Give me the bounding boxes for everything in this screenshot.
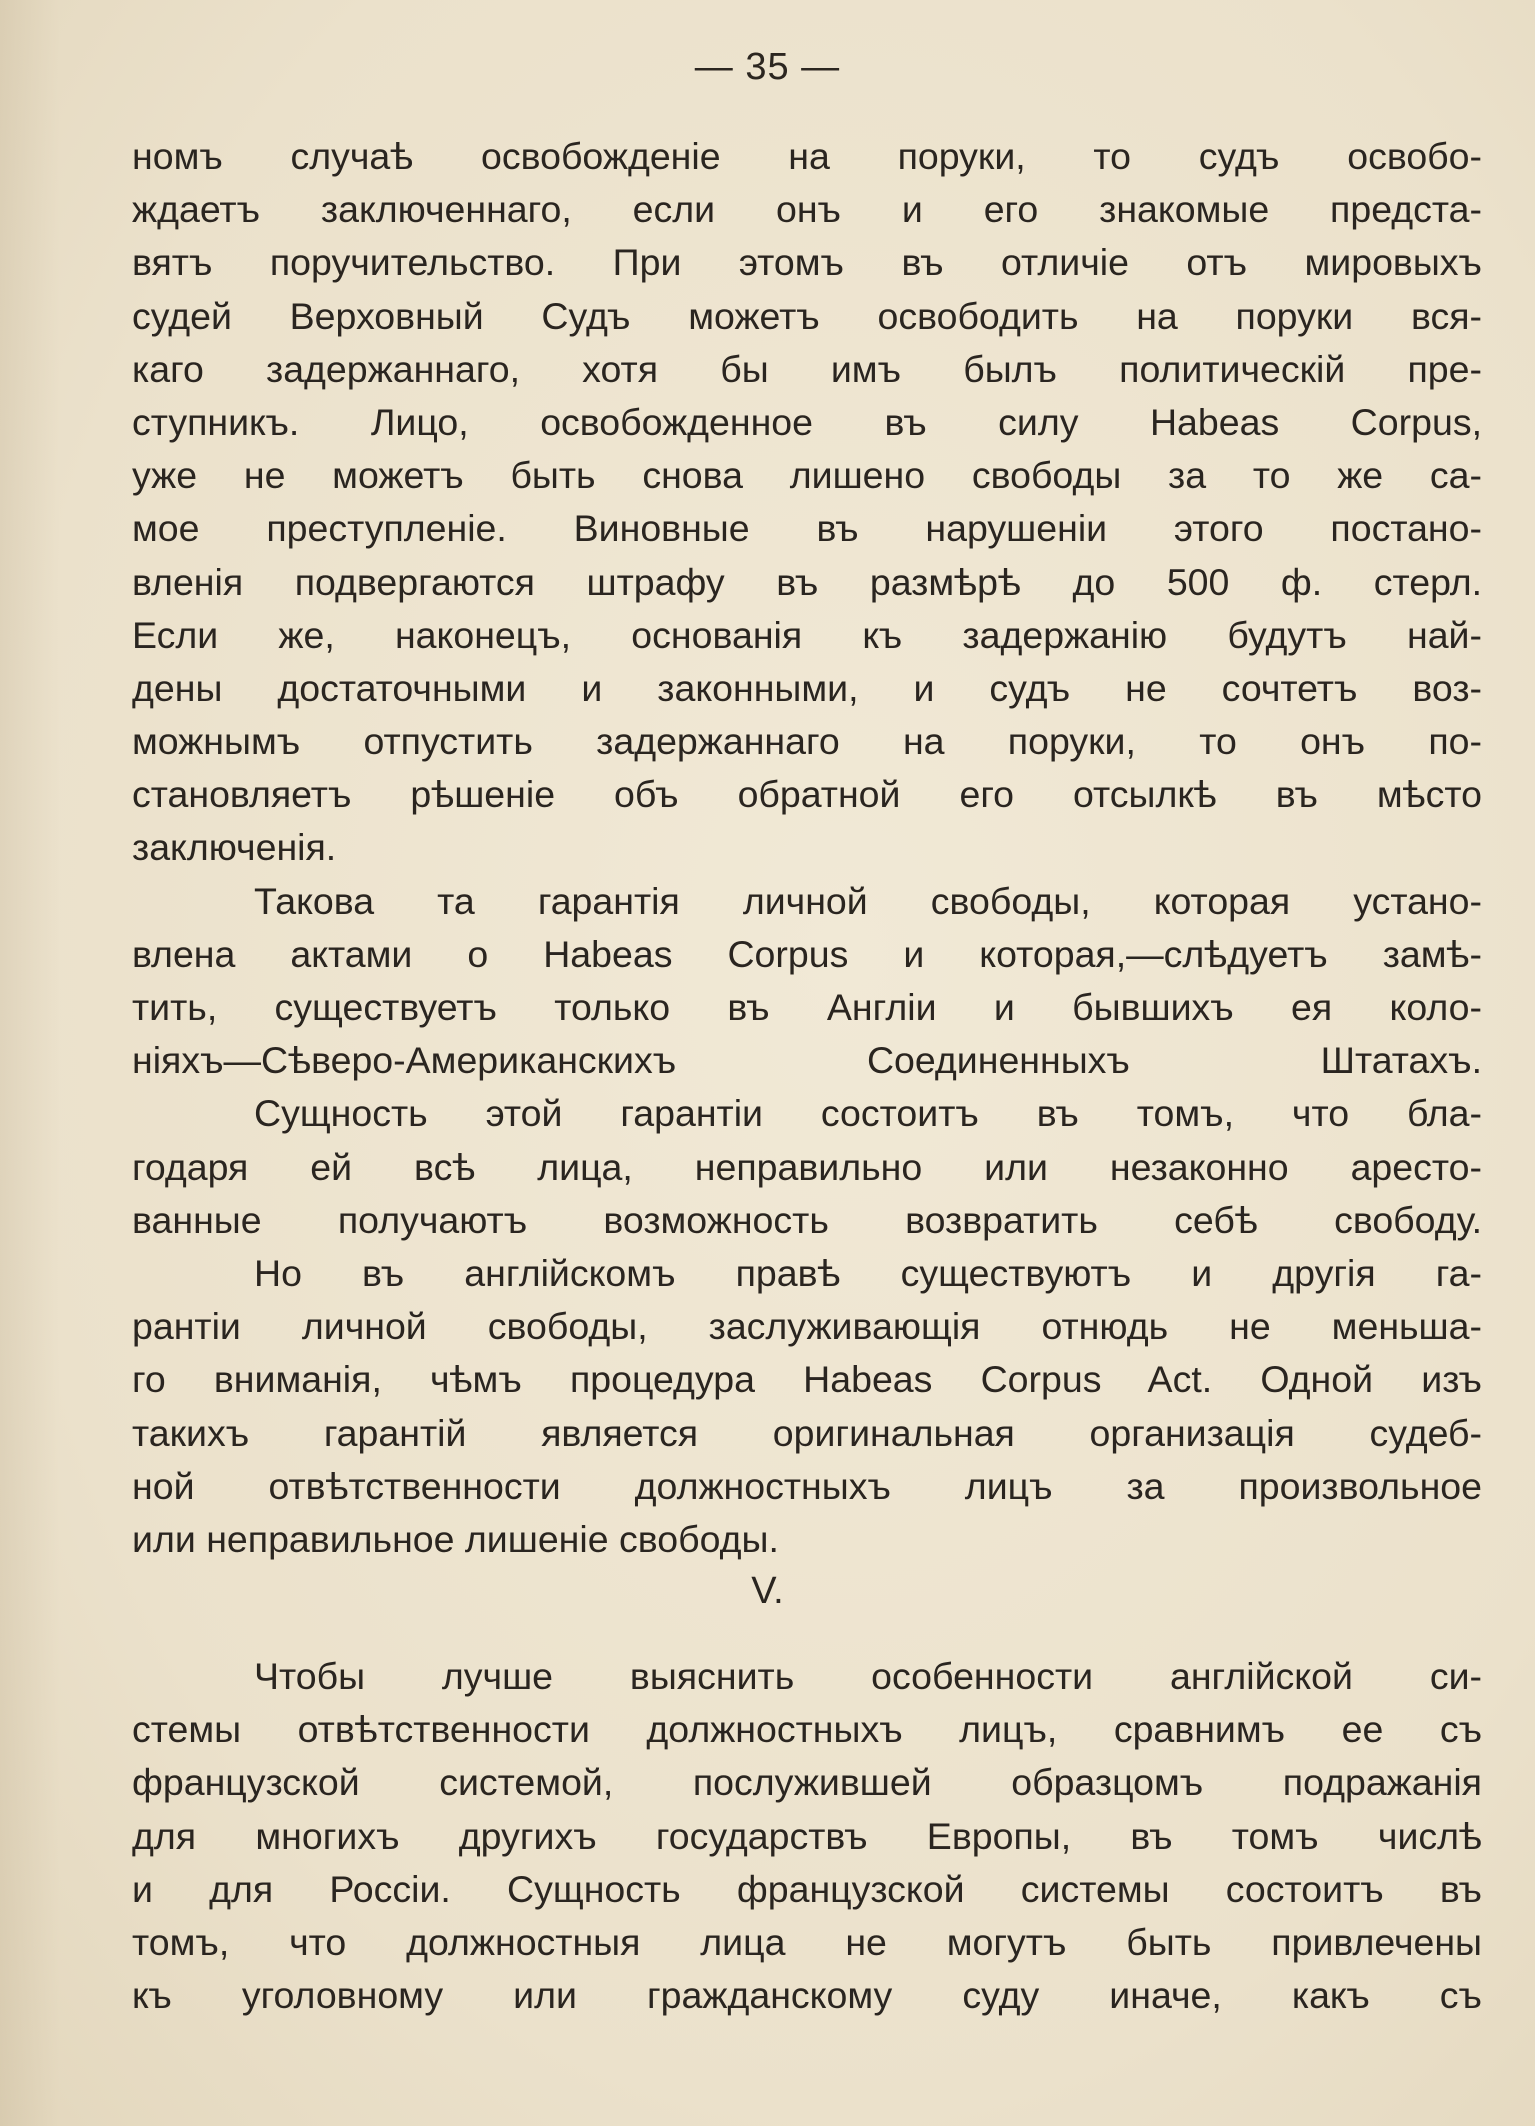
text-line: къ уголовному или гражданскому суду иначе, какъ съ	[132, 1974, 1482, 2017]
text-line: томъ, что должностныя лица не могутъ быть привлечены	[132, 1920, 1482, 1963]
text-line: дены достаточными и законными, и судъ не сочтетъ воз-	[132, 666, 1482, 709]
text-line: можнымъ отпустить задержаннаго на поруки, то онъ по-	[132, 720, 1482, 763]
text-line: Такова та гарантія личной свободы, которая устано-	[254, 879, 1482, 922]
text-line: стемы отвѣтственности должностныхъ лицъ, сравнимъ ее съ	[132, 1708, 1482, 1751]
text-line: и для Россіи. Сущность французской системы состоитъ въ	[132, 1867, 1482, 1910]
text-line: го вниманія, чѣмъ процедура Habeas Corpus Act. Одной изъ	[132, 1358, 1482, 1401]
text-line: номъ случаѣ освобожденіе на поруки, то судъ освобо-	[132, 135, 1482, 177]
text-line: ной отвѣтственности должностныхъ лицъ за произвольное	[132, 1464, 1482, 1507]
text-line: для многихъ другихъ государствъ Европы, въ томъ числѣ	[132, 1814, 1482, 1857]
text-line: рантіи личной свободы, заслуживающія отнюдь не меньша-	[132, 1305, 1482, 1348]
text-line: такихъ гарантій является оригинальная организація судеб-	[132, 1411, 1482, 1454]
text-line: ванные получаютъ возможность возвратить себѣ свободу.	[132, 1198, 1482, 1241]
text-line: тить, существуетъ только въ Англіи и бывшихъ ея коло-	[132, 986, 1482, 1028]
text-line: ждаетъ заключеннаго, если онъ и его знакомые предста-	[132, 188, 1482, 231]
text-line: годаря ей всѣ лица, неправильно или незаконно аресто-	[132, 1145, 1482, 1188]
text-line: Если же, наконецъ, основанія къ задержанію будутъ най-	[132, 613, 1482, 656]
text-line: влена актами о Habeas Corpus и которая,—слѣдуетъ замѣ-	[132, 932, 1482, 975]
text-line: Чтобы лучше выяснить особенности англійской си-	[254, 1655, 1482, 1697]
text-line: вленія подвергаются штрафу въ размѣрѣ до 500 ф. стерл.	[132, 560, 1482, 603]
text-line: Сущность этой гарантіи состоитъ въ томъ, что бла-	[254, 1092, 1482, 1135]
text-line: мое преступленіе. Виновные въ нарушеніи этого постано-	[132, 507, 1482, 550]
body-text-block-2	[132, 1650, 1482, 2022]
text-line: Но въ англійскомъ правѣ существуютъ и другія га-	[254, 1251, 1482, 1294]
page-number: — 35 —	[694, 46, 841, 88]
text-line: уже не можетъ быть снова лишено свободы за то же са-	[132, 454, 1482, 497]
text-line: или неправильное лишеніе свободы.	[132, 1517, 779, 1560]
body-text-block-1	[132, 130, 1482, 1566]
text-line: ніяхъ—Сѣверо-Американскихъ Соединенныхъ Штатахъ.	[132, 1039, 1482, 1082]
text-line: вятъ поручительство. При этомъ въ отличіе отъ мировыхъ	[132, 241, 1482, 284]
text-line: становляетъ рѣшеніе объ обратной его отсылкѣ въ мѣсто	[132, 773, 1482, 816]
text-line: французской системой, послужившей образцомъ подражанія	[132, 1761, 1482, 1804]
text-line: заключенія.	[132, 826, 337, 869]
text-line: каго задержаннаго, хотя бы имъ былъ политическій пре-	[132, 347, 1482, 390]
section-heading: V.	[751, 1570, 784, 1612]
text-line: судей Верховный Судъ можетъ освободить на поруки вся-	[132, 294, 1482, 337]
text-line: ступникъ. Лицо, освобожденное въ силу Habeas Corpus,	[132, 400, 1482, 443]
